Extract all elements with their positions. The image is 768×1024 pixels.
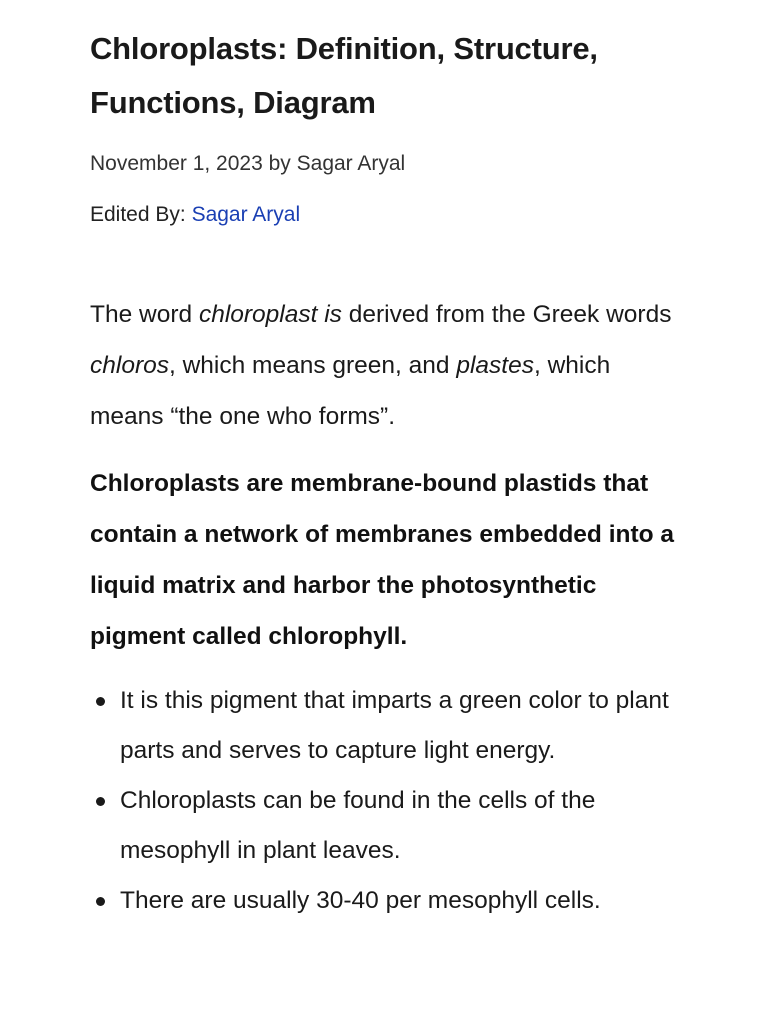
list-item	[90, 876, 688, 926]
intro-paragraph	[90, 289, 688, 442]
publish-date: November 1, 2023	[90, 152, 263, 175]
edited-by-label: Edited By:	[90, 203, 192, 226]
edited-by	[90, 201, 688, 229]
intro-italic-2: chloros	[90, 352, 169, 379]
list-item	[90, 776, 688, 876]
author-name: Sagar Aryal	[296, 152, 406, 175]
bullet-list	[90, 676, 688, 926]
editor-link[interactable]: Sagar Aryal	[191, 203, 301, 226]
intro-text-2: derived from the Greek words	[341, 301, 672, 328]
list-item-text: There are usually 30-40 per mesophyll cells.	[120, 887, 601, 914]
intro-italic-1: chloroplast is	[198, 301, 342, 328]
intro-text-4: , which means “the one who forms”.	[90, 352, 611, 430]
list-item	[90, 676, 688, 776]
intro-text-1: The word	[90, 301, 199, 328]
intro-text-3: , which means green, and	[168, 352, 457, 379]
article-meta	[90, 150, 688, 178]
definition-paragraph: Chloroplasts are membrane-bound plastids that contain a network of membranes embedded into a liquid matrix and harbor the photosynthetic pigment called chlorophyll.	[90, 470, 675, 650]
bullet-dot-icon	[96, 697, 105, 706]
bullet-dot-icon	[96, 797, 105, 806]
bullet-dot-icon	[96, 897, 105, 906]
article-title: Chloroplasts: Definition, Structure, Functions, Diagram	[90, 31, 598, 120]
by-word: by	[262, 152, 297, 175]
list-item-text: It is this pigment that imparts a green color to plant parts and serves to capture light energy.	[120, 687, 669, 764]
list-item-text: Chloroplasts can be found in the cells of the mesophyll in plant leaves.	[120, 787, 596, 864]
intro-italic-3: plastes	[456, 352, 534, 379]
